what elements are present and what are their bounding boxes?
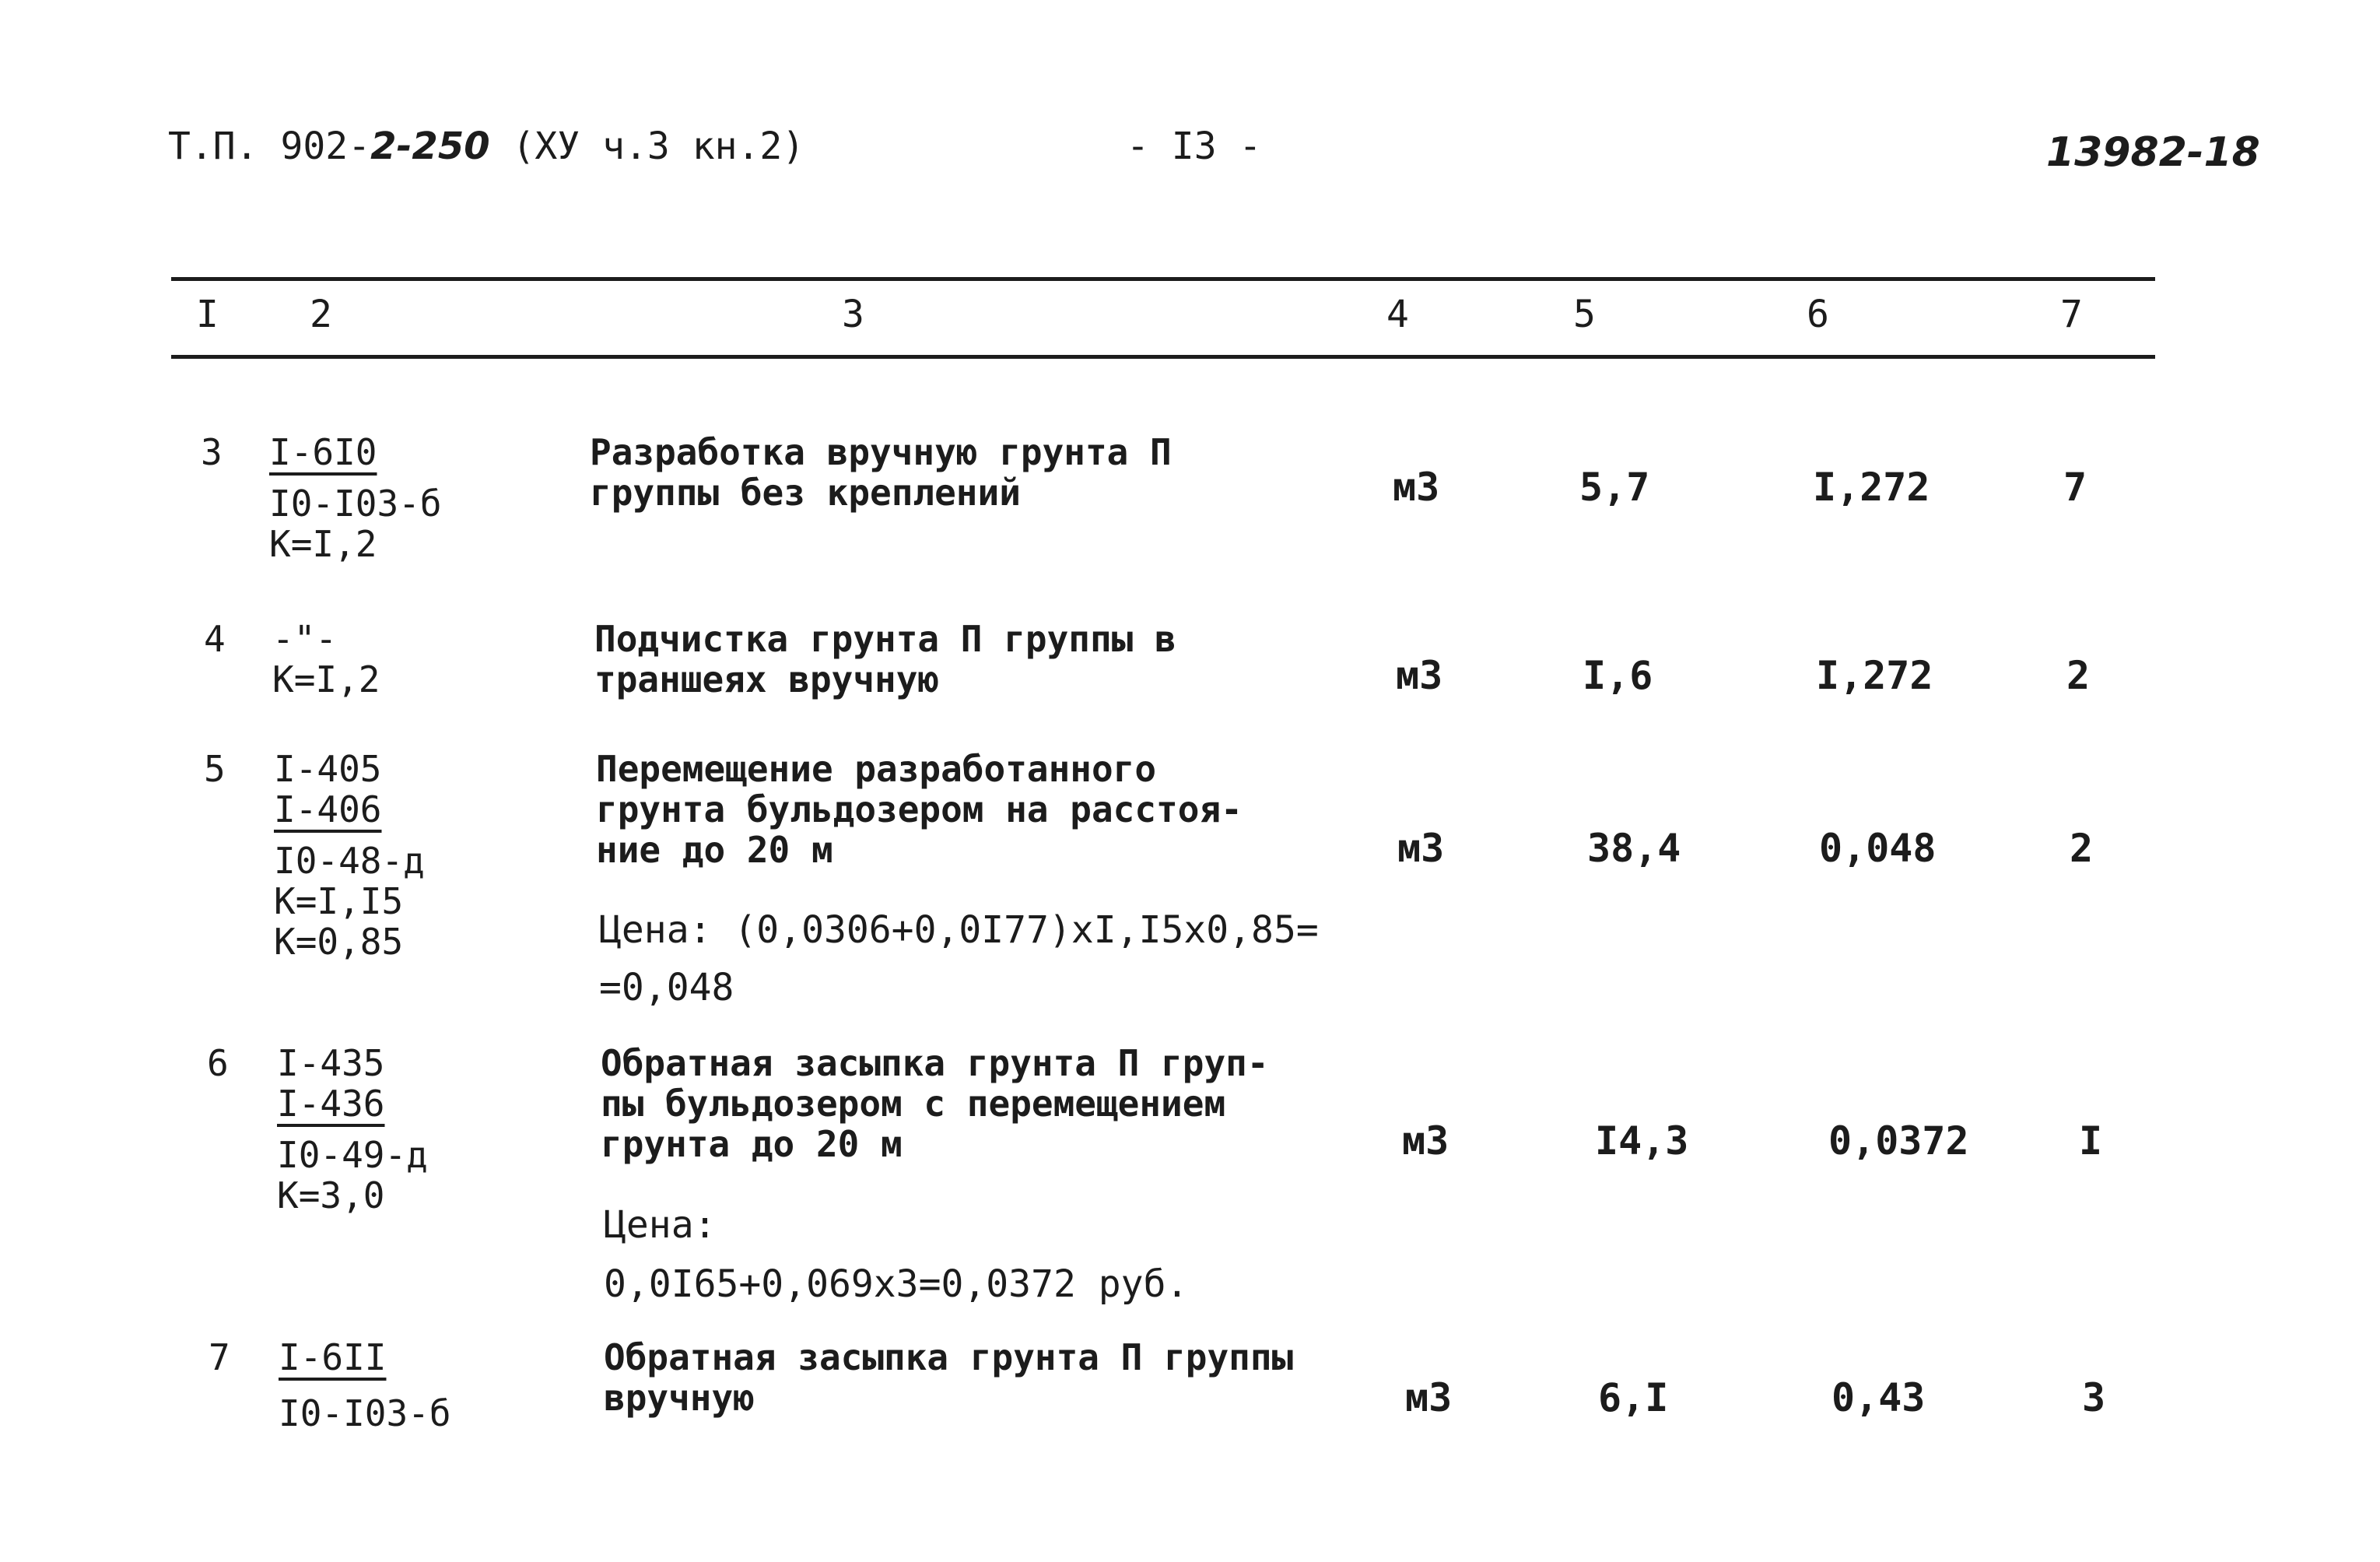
unit: м3 bbox=[1397, 826, 1445, 871]
work-description: Обратная засыпка грунта П груп- пы бульдозером с перемещением грунта до 20 м bbox=[601, 1042, 1269, 1165]
total: I bbox=[2079, 1118, 2103, 1164]
page-number: - I3 - bbox=[1127, 125, 1262, 168]
quantity: I,6 bbox=[1583, 653, 1653, 698]
col-header-3: 3 bbox=[842, 293, 864, 336]
archive-number: 13982-18 bbox=[2046, 129, 2260, 176]
work-description: Обратная засыпка грунта П группы вручную bbox=[604, 1336, 1294, 1419]
norm-code: -"- К=I,2 bbox=[272, 618, 380, 700]
quantity: 38,4 bbox=[1587, 826, 1681, 871]
unit: м3 bbox=[1405, 1375, 1453, 1420]
row-number: 3 bbox=[201, 431, 223, 473]
doc-prefix: Т.П. 902- bbox=[168, 125, 371, 168]
col-header-1: I bbox=[196, 293, 219, 336]
unit-price: I,272 bbox=[1816, 653, 1933, 698]
unit-price: I,272 bbox=[1813, 465, 1930, 510]
total: 7 bbox=[2063, 465, 2087, 510]
norm-code: I-6II I0-I03-б bbox=[279, 1336, 451, 1434]
col-header-2: 2 bbox=[310, 293, 332, 336]
col-header-5: 5 bbox=[1573, 293, 1596, 336]
norm-code: I-6I0 I0-I03-б К=I,2 bbox=[269, 431, 442, 565]
price-note: Цена: (0,0306+0,0I77)хI,I5х0,85= =0,048 bbox=[599, 908, 1319, 1009]
unit-price: 0,048 bbox=[1819, 826, 1937, 871]
document-code bbox=[168, 125, 804, 168]
unit: м3 bbox=[1402, 1118, 1449, 1164]
table-top-rule bbox=[171, 277, 2155, 281]
work-description: Подчистка грунта П группы в траншеях вручную bbox=[594, 618, 1176, 700]
row-number: 7 bbox=[209, 1336, 230, 1378]
col-header-6: 6 bbox=[1807, 293, 1829, 336]
doc-suffix: (ХУ ч.3 кн.2) bbox=[489, 125, 805, 168]
total: 2 bbox=[2070, 826, 2094, 871]
work-description: Перемещение разработанного грунта бульдозером на расстоя- ние до 20 м bbox=[596, 748, 1243, 871]
price-note: Цена: 0,0I65+0,069х3=0,0372 руб. bbox=[604, 1203, 1189, 1306]
quantity: I4,3 bbox=[1595, 1118, 1689, 1164]
total: 3 bbox=[2082, 1375, 2106, 1420]
unit-price: 0,43 bbox=[1831, 1375, 1926, 1420]
row-number: 5 bbox=[204, 748, 226, 790]
quantity: 5,7 bbox=[1579, 465, 1650, 510]
col-header-4: 4 bbox=[1386, 293, 1409, 336]
total: 2 bbox=[2066, 653, 2091, 698]
unit: м3 bbox=[1393, 465, 1440, 510]
unit-price: 0,0372 bbox=[1828, 1118, 1969, 1164]
table-header-rule bbox=[171, 355, 2155, 359]
unit: м3 bbox=[1396, 653, 1443, 698]
norm-code: I-435 I-436 I0-49-д К=3,0 bbox=[277, 1042, 428, 1216]
col-header-7: 7 bbox=[2060, 293, 2083, 336]
work-description: Разработка вручную грунта П группы без креплений bbox=[590, 431, 1172, 514]
quantity: 6,I bbox=[1598, 1375, 1669, 1420]
norm-code: I-405 I-406 I0-48-д К=I,I5 К=0,85 bbox=[274, 748, 425, 963]
doc-handwritten-number: 2-250 bbox=[370, 125, 490, 168]
row-number: 4 bbox=[204, 618, 226, 660]
row-number: 6 bbox=[207, 1042, 229, 1084]
